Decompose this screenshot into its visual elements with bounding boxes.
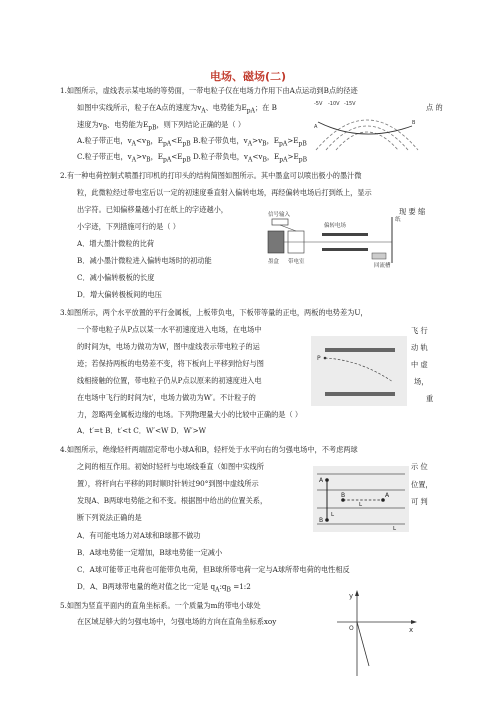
q2-line-2: 粒，此微粒经过带电室后以一定的初速度垂直射入偏转电场，再经偏转电场后打到纸上，显示 (77, 188, 372, 197)
q3-plates-figure (311, 336, 407, 406)
q4-option-b: B．A球电势能一定增加，B球电势能一定减小 (77, 548, 223, 557)
q4-line-3: 置），将杆向右平移的同时顺时针转过90°到图中虚线所示 (77, 479, 259, 488)
ball-b-label: B (319, 517, 324, 524)
deflection-field-label: 偏转电场 (324, 223, 347, 229)
q2-line-1: 2.有一种电荷控制式喷墨打印机的打印头的结构简图如图所示。其中墨盒可以喷出极小的墨汁微 (60, 171, 362, 180)
ball-a-label: A (319, 477, 324, 484)
q5-line-2: 在区域足够大的匀强电场中，匀强电场的方向在直角坐标系xoy (77, 617, 277, 626)
x-arrow-icon (411, 620, 417, 624)
length-label-2: L (359, 502, 363, 508)
ball-a-initial (325, 478, 329, 482)
q2-option-d: D．增大偏转极板间的电压 (77, 290, 162, 299)
return-tank-label: 回流槽 (374, 263, 391, 269)
q3-line-4: 迹；若保持两板的电势差不变，将下板向上平移到恰好与图 (77, 359, 264, 368)
q1-equipotential-figure (312, 96, 422, 152)
point-p-label: P (317, 355, 321, 362)
point-b-label: B (412, 120, 416, 126)
page-title: 电场、磁场(二) (209, 70, 287, 83)
q3-line-6-tail: 重 (426, 394, 434, 403)
q4-line-3-tail: 位置， (411, 480, 433, 489)
q3-line-6: 在电场中飞行的时间为t′，电场力做功为W′。不计粒子的 (77, 393, 256, 402)
q1-line-2: 如图中实线所示，粒子在A点的速度为$v_A$、电势能为$E_{pA}$；在 B (77, 103, 277, 115)
lower-plate (325, 392, 395, 396)
length-label-1: L (331, 512, 335, 518)
q1-line-3: 速度为$v_B$、电势能为$E_{pB}$，则下列结论正确的是（ ） (77, 120, 246, 132)
ink-box (268, 231, 284, 253)
upper-plate (325, 348, 395, 352)
ball-path (357, 622, 369, 666)
signal-input-label: 信号输入 (268, 212, 291, 218)
q1-options-cd: C.粒子带正电，$v_A>v_B$，$E_{pA}<E_{pB}$ D.粒子带负电，$v_A<v_B$，$E_{pA}>E_{pB}$ (77, 152, 308, 164)
y-axis-label: y (349, 592, 354, 600)
equipotential-line-1 (316, 120, 418, 150)
ball-b-initial (325, 518, 329, 522)
lower-deflection-plate (322, 248, 368, 251)
y-arrow-icon (355, 590, 359, 596)
q2-option-a: A．增大墨汁微粒的比荷 (77, 239, 155, 248)
q1-line-1: 1.如图所示，虚线表示某电场的等势面，一带电粒子仅在电场力作用下由A点运动到B点的径迹 (60, 86, 358, 95)
x-axis-label: x (409, 626, 414, 634)
q4-line-2: 之间的相互作用。初始时轻杆与电场线垂直（如图中实线所 (77, 462, 264, 471)
q3-line-3-tail: 动 轨 (411, 343, 428, 352)
return-tank (372, 253, 386, 259)
q4-option-c: C．A球可能带正电荷也可能带负电荷，但B球所带电荷一定与A球所带电荷的电性相反 (77, 565, 350, 574)
q4-line-1: 4.如图所示，绝缘轻杆两端固定带电小球A和B，轻杆处于水平向右的匀强电场中，不考虑两球 (60, 445, 358, 454)
ball-a-final-label: A (385, 492, 390, 499)
q1-line-2-tail: 点 的 (426, 103, 443, 112)
q3-line-2: 一个带电粒子从P点以某一水平初速度进入电场，在电场中 (77, 325, 262, 334)
q2-printer-figure (262, 207, 406, 269)
length-label-3: L (393, 526, 397, 532)
q4-option-a: A．有可能电场力对A球和B球都不做功 (77, 531, 201, 540)
ball-b-final-label: B (341, 492, 346, 499)
q3-options: A．t′=t B．t′<t C．W′<W D．W′>W (77, 426, 207, 435)
paper-label: 纸 (395, 217, 401, 223)
q4-line-4-tail: 可 判 (411, 497, 428, 506)
potential-label-2: -10V (328, 101, 340, 107)
ink-box-label: 墨盒 (268, 259, 280, 265)
upper-deflection-plate (322, 233, 368, 236)
signal-input-box (272, 219, 288, 225)
point-a-label: A (314, 124, 318, 130)
particle-trajectory (318, 122, 412, 134)
q2-line-3-tail: 现 要 缩 (399, 207, 426, 216)
q2-option-c: C．减小偏转极板的长度 (77, 273, 155, 282)
charging-chamber-label: 带电室 (288, 259, 305, 265)
q3-line-1: 3.如图所示，两个水平放置的平行金属板，上板带负电，下板带等量的正电，两板的电势差为U， (60, 308, 368, 317)
equipotential-line-3 (336, 132, 398, 150)
q2-option-b: B．减小墨汁微粒进入偏转电场时的初动能 (77, 256, 212, 265)
potential-label-1: -5V (314, 101, 323, 107)
q1-options-ab: A.粒子带正电，$v_A<v_B$，$E_{pA}<E_{pB}$ B.粒子带负电，$v_A>v_B$，$E_{pA}>E_{pB}$ (77, 136, 307, 148)
q4-line-4: 发现A、B两球电势能之和不变。根据图中给出的位置关系， (77, 496, 268, 505)
q4-option-d: D．A、B两球带电量的绝对值之比一定是 $q_A:q_B$ =1:2 (77, 582, 251, 594)
q3-line-5-tail: 场， (414, 377, 429, 386)
q5-coordinate-figure (335, 588, 419, 680)
origin-label: O (349, 625, 354, 632)
q2-line-4: 小字迹，下列措施可行的是（ ） (77, 222, 180, 231)
signal-wire (280, 225, 296, 231)
q4-line-2-tail: 示 位 (411, 462, 428, 471)
q3-line-5: 线相接触的位置，带电粒子仍从P点以原来的初速度进入电 (77, 376, 262, 385)
q4-rod-figure (313, 466, 409, 532)
q3-line-4-tail: 中 虚 (411, 360, 428, 369)
q4-line-5: 断下列说法正确的是 (77, 513, 142, 522)
q3-line-2-tail: 飞 行 (411, 326, 428, 335)
q2-line-3: 出字符。已知偏移量越小打在纸上的字迹越小， (77, 205, 228, 214)
potential-label-3: -15V (344, 101, 356, 107)
q5-line-1: 5.如图为竖直平面内的直角坐标系。一个质量为m的带电小球处 (60, 601, 261, 610)
q3-line-7: 力，忽略两金属板边缘的电场。下列物理量大小的比较中正确的是（ ） (77, 410, 303, 419)
q3-line-3: 的时间为t，电场力做功为W，图中虚线表示带电粒子的运 (77, 342, 260, 351)
